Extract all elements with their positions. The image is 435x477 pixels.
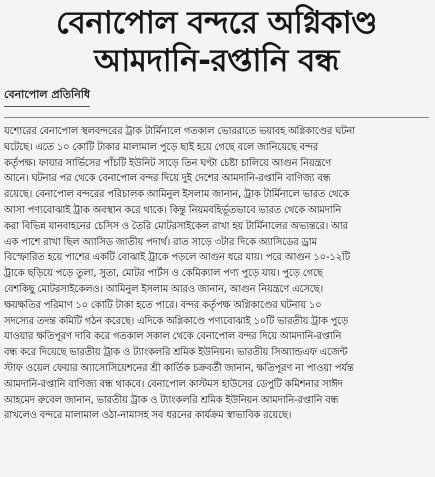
article-body (4, 124, 429, 424)
article-line: যাওয়ার ক্ষতিপূরণ দাবি করে গতকাল সকাল থেকে বেনাপোল বন্দর দিয়ে আমদানি-রপ্তানি (4, 331, 342, 343)
article-line: ঘটেছে। এতে ১০ কোটি টাকার মালামাল পুড়ে ছাই হয়ে গেছে বলে জানিয়েছে বন্দর (4, 141, 319, 153)
article-line: বিস্ফোরিত হয়ে পাশের একটি বোঝাই ট্রাকে পড়লে আগুন ধরে যায়। পরে আগুন ১০-১২টি (4, 252, 350, 264)
divider (4, 117, 429, 118)
article-line: বন্ধ করে দিয়েছে ভারতীয় ট্রাক ও ট্যাংকলরি শ্রমিক ইউনিয়ন। ভারতীয় সিঅ্যান্ডএফ এজেন্ট (4, 347, 348, 359)
byline: বেনাপোল প্রতিনিধি (4, 86, 90, 107)
article-line: করা বিভিন্ন যানবাহনের চেসিস ও তৈরি মোটরসাইকেল রাখা হয় টার্মিনালের অভ্যন্তরে। আর (4, 220, 348, 232)
article-line: আনে। ঘটনার পর থেকে বেনাপোল বন্দর দিয়ে দুই দেশের আমদানি-রপ্তানি বাণিজ্য বন্ধ (4, 173, 331, 185)
article-line: সদস্যের তদন্ত কমিটি গঠন করেছে। এদিকে অগ্নিকাণ্ডে পণ্যবোঝাই ১০টি ভারতীয় ট্রাক পুড়ে (4, 315, 349, 327)
article-line: রাখলেও বন্দরে মালামাল ওঠা-নামাসহ সব ধরনের কার্যক্রম স্বাভাবিক রয়েছে। (4, 410, 292, 422)
headline-line-2: আমদানি-রপ্তানি বন্ধ (94, 43, 339, 79)
article-line: ট্রাকে ছড়িয়ে পড়ে তুলা, সুতা, মোটর পার্টস ও কেমিক্যাল পণ্য পুড়ে যায়। পুড়ে গেছে (4, 268, 323, 280)
article-line: ক্ষয়ক্ষতির পরিমাণ ১০ কোটি টাকা হতে পারে। বন্দর কর্তৃপক্ষ অগ্নিকাণ্ডের ঘটনায় ১০ (4, 299, 322, 311)
article-line: কর্তৃপক্ষ। ফায়ার সার্ভিসের পাঁচটি ইউনিট সাড়ে তিন ঘণ্টা চেষ্টা চালিয়ে আগুন নিয়ন্ত্রণে (4, 157, 332, 169)
article-line: এক পাশে রাখা ছিল অ্যাসিড জাতীয় পদার্থ। রাত সাড়ে ৩টার দিকে অ্যাসিডের ড্রাম (4, 236, 317, 248)
article-line: আসা পণ্যবোঝাই ট্রাক অবস্থান করে থাকে। কিন্তু নিয়মবহির্ভূতভাবে ভারত থেকে আমদানি (4, 204, 342, 216)
article-line: আমদানি-রপ্তানি বাণিজ্য বন্ধ থাকবে। বেনাপোল কাস্টমস হাউসের ডেপুটি কমিশনার সাঈদ (4, 378, 343, 390)
article-line: আহমেদ রুবেল জানান, ভারতীয় ট্রাক ও ট্যাংকলরি শ্রমিক ইউনিয়ন আমদানি-রপ্তানি বন্ধ (4, 394, 339, 406)
article-line: যশোরের বেনাপোল স্থলবন্দরের ট্রাক টার্মিনালে গতকাল ভোররাতে ভয়াবহ অগ্নিকাণ্ডের ঘটনা (4, 126, 355, 137)
article-line: স্টাফ ওয়েল ফেয়ার অ্যাসোসিয়েশনের শ্রী কার্তিক চক্রবর্তী জানান, ক্ষতিপূরণ না পাওয়া পর্যন্ত (4, 362, 354, 374)
headline-line-1: বেনাপোল বন্দরে অগ্নিকাণ্ড (56, 5, 377, 41)
article-line: বেশকিছু মোটরসাইকেলও। আমিনুল ইসলাম আরও জানান, আগুন নিয়ন্ত্রণে এসেছে। (4, 283, 323, 295)
article-line: রয়েছে। বেনাপোল বন্দরের পরিচালক আমিনুল ইসলাম জানান, ট্রাক টার্মিনালে ভারত থেকে (4, 189, 350, 201)
